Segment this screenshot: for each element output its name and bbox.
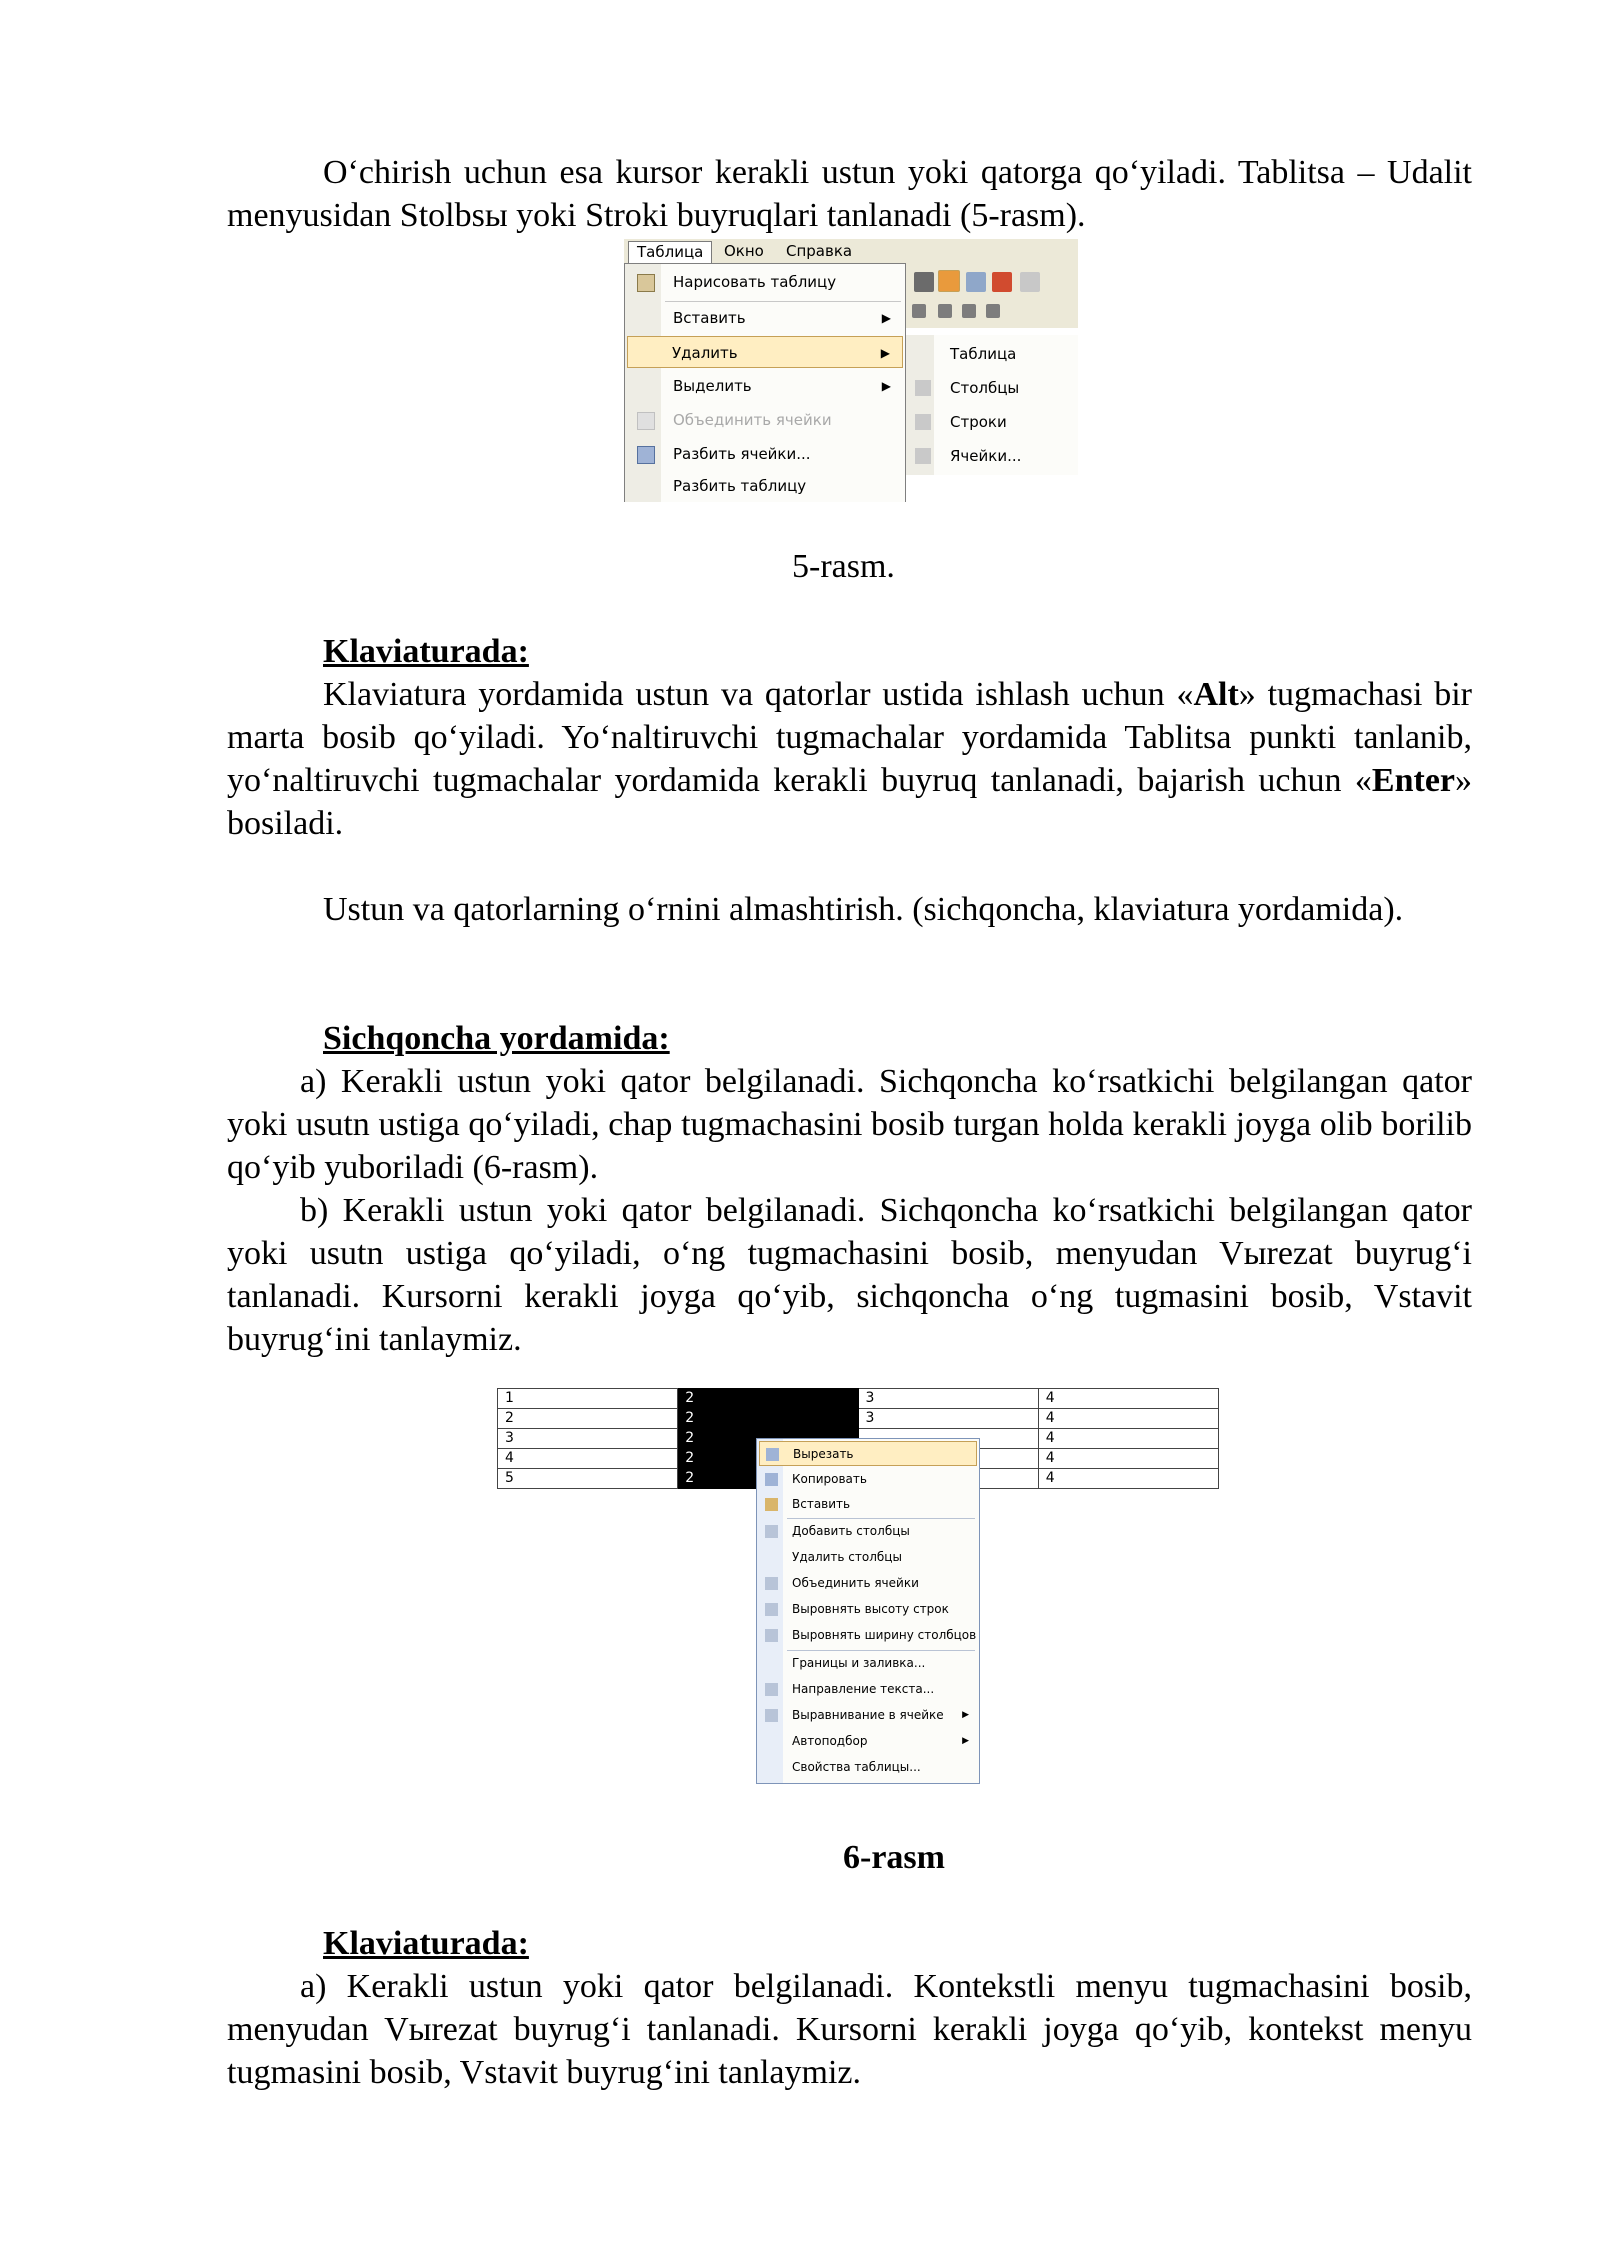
merge-cells-icon	[765, 1577, 778, 1590]
context-item-insert-columns[interactable]	[759, 1519, 977, 1544]
delete-columns-icon	[915, 380, 931, 396]
context-item-merge-cells[interactable]	[759, 1571, 977, 1596]
context-item-label: Автоподбор	[792, 1734, 868, 1748]
split-cells-icon	[637, 446, 655, 464]
menu-item-label: Разбить таблицу	[673, 477, 807, 495]
context-item-label: Объединить ячейки	[792, 1576, 919, 1590]
menubar-help[interactable]: Справка	[786, 242, 853, 260]
menu-item-merge-cells[interactable]	[627, 404, 903, 436]
context-menu	[756, 1438, 980, 1784]
table-row	[498, 1409, 1219, 1429]
insert-excel-icon[interactable]	[966, 272, 986, 292]
paragraph-delete-intro: O‘chirish uchun esa kursor kerakli ustun yoki qatorga qo‘yiladi. Tablitsa – Udalit menyusidan Stolbsы yoki Stroki buyruqlari tanlanadi (5-rasm).	[227, 154, 1472, 234]
columns-icon[interactable]	[1020, 272, 1040, 292]
menu-item-delete[interactable]	[627, 336, 903, 368]
cell-align-icon	[765, 1709, 778, 1722]
context-item-label: Добавить столбцы	[792, 1524, 910, 1538]
table-cell[interactable]: 4	[1038, 1429, 1218, 1449]
table-grid-icon[interactable]	[914, 272, 934, 292]
context-item-label: Свойства таблицы...	[792, 1760, 921, 1774]
menu-item-label: Разбить ячейки...	[673, 445, 811, 463]
context-item-cut[interactable]	[759, 1441, 977, 1466]
submenu-item-cells[interactable]	[906, 439, 1076, 473]
indent-icon[interactable]	[986, 304, 1000, 318]
figure-6-table-context-menu	[497, 1388, 1219, 1784]
copy-icon	[765, 1473, 778, 1486]
context-item-label: Вырезать	[793, 1447, 854, 1461]
menu-item-split-table[interactable]	[627, 470, 903, 502]
alt-key-text: Alt	[1193, 676, 1239, 713]
table-cell[interactable]: 1	[498, 1389, 678, 1409]
text-direction-icon	[765, 1683, 778, 1696]
submenu-item-label: Столбцы	[950, 379, 1020, 397]
chart-icon[interactable]	[992, 272, 1012, 292]
menu-item-insert[interactable]	[627, 302, 903, 334]
context-item-label: Выровнять ширину столбцов	[792, 1628, 977, 1642]
paragraph-mouse-b: b) Kerakli ustun yoki qator belgilanadi. Sichqoncha ko‘rsatkichi belgilangan qator yoki usutn ustiga qo‘yiladi, o‘ng tugmachasini bosib, menyudan Vыrezat buyrug‘i tanlanadi. Kursorni kerakli joyga qo‘yib, sichqoncha o‘ng tugmasini bosib, Vstavit buyrug‘ini tanlaymiz.	[227, 1192, 1472, 1358]
table-cell[interactable]: 4	[1038, 1389, 1218, 1409]
submenu-item-label: Ячейки...	[950, 447, 1022, 465]
context-item-copy[interactable]	[759, 1467, 977, 1492]
submenu-item-table[interactable]	[906, 337, 1076, 371]
context-item-label: Границы и заливка...	[792, 1656, 926, 1670]
context-item-distribute-rows[interactable]	[759, 1597, 977, 1622]
table-cell-selected[interactable]: 2	[678, 1389, 858, 1409]
pencil-icon	[637, 274, 655, 292]
submenu-arrow-icon: ▶	[962, 1710, 969, 1720]
submenu-item-label: Таблица	[950, 345, 1017, 363]
menu-bar	[624, 239, 1078, 264]
context-item-text-direction[interactable]	[759, 1677, 977, 1702]
figure-5-caption: 5-rasm.	[792, 548, 895, 585]
menu-item-select[interactable]	[627, 370, 903, 402]
heading-keyboard-1: Klaviaturada:	[323, 633, 529, 670]
align-icon[interactable]	[912, 304, 926, 318]
toolbar	[904, 264, 1078, 328]
distribute-rows-icon	[765, 1603, 778, 1616]
scissors-icon	[766, 1448, 779, 1461]
menu-item-label: Удалить	[672, 344, 738, 362]
context-item-cell-alignment[interactable]	[759, 1703, 977, 1728]
paragraph-keyboard-a: a) Kerakli ustun yoki qator belgilanadi. Kontekstli menyu tugmachasini bosib, menyudan Vыrezat buyrug‘i tanlanadi. Kursorni kerakli joyga qo‘yib, kontekst menyu tugmasini bosib, Vstavit buyrug‘ini tanlaymiz.	[227, 1968, 1472, 2091]
delete-rows-icon	[915, 414, 931, 430]
paragraph-swap-columns: Ustun va qatorlarning o‘rnini almashtirish. (sichqoncha, klaviatura yordamida).	[323, 891, 1404, 928]
context-item-table-properties[interactable]	[759, 1755, 977, 1780]
submenu-arrow-icon: ▶	[881, 379, 891, 393]
menu-item-draw-table[interactable]	[627, 266, 903, 298]
submenu-item-columns[interactable]	[906, 371, 1076, 405]
text-span: » tugmachasi bir marta bosib qo‘yiladi. Yo‘naltiruvchi tugmachalar yordamida Tablitsa punkti tanlanib, yo‘naltiruvchi tugmachalar yordamida kerakli buyruq tanlanadi, bajarish uchun «	[227, 676, 1472, 799]
text-span: » bosiladi.	[227, 762, 1472, 842]
tables-borders-icon[interactable]	[938, 270, 960, 292]
menu-item-label: Объединить ячейки	[673, 411, 832, 429]
submenu-arrow-icon: ▶	[880, 346, 890, 360]
text-span: Klaviatura yordamida ustun va qatorlar ustida ishlash uchun «	[323, 676, 1194, 713]
table-cell[interactable]: 3	[498, 1429, 678, 1449]
heading-keyboard-2: Klaviaturada:	[323, 1925, 529, 1962]
table-cell[interactable]: 3	[858, 1409, 1038, 1429]
context-item-label: Удалить столбцы	[792, 1550, 902, 1564]
heading-mouse: Sichqoncha yordamida:	[323, 1020, 670, 1057]
context-item-autofit[interactable]	[759, 1729, 977, 1754]
table-cell-selected[interactable]: 2	[678, 1429, 858, 1449]
paste-icon	[765, 1498, 778, 1511]
context-item-label: Вставить	[792, 1497, 851, 1511]
menu-item-label: Нарисовать таблицу	[673, 273, 837, 291]
table-row	[498, 1389, 1219, 1409]
table-cell-selected[interactable]: 2	[678, 1449, 858, 1469]
submenu-item-label: Строки	[950, 413, 1007, 431]
paragraph-keyboard-alt	[227, 673, 1472, 845]
enter-key-text: Enter	[1371, 762, 1455, 799]
delete-submenu	[905, 335, 1078, 475]
table-menu	[624, 263, 906, 502]
distribute-columns-icon	[765, 1629, 778, 1642]
submenu-item-rows[interactable]	[906, 405, 1076, 439]
table-cell[interactable]: 5	[498, 1469, 678, 1489]
bullets-icon[interactable]	[962, 304, 976, 318]
table-cell-selected[interactable]: 2	[678, 1409, 858, 1429]
menu-item-label: Выделить	[673, 377, 752, 395]
figure-6-caption: 6-rasm	[843, 1839, 945, 1876]
menu-item-split-cells[interactable]	[627, 438, 903, 470]
paragraph-mouse-a: a) Kerakli ustun yoki qator belgilanadi. Sichqoncha ko‘rsatkichi belgilangan qator yoki usutn ustiga qo‘yiladi, chap tugmachasini bosib turgan holda kerakli joyga olib borilib qo‘yib yuboriladi (6-rasm).	[227, 1063, 1472, 1186]
numbering-icon[interactable]	[938, 304, 952, 318]
context-item-delete-columns[interactable]	[759, 1545, 977, 1570]
delete-cells-icon	[915, 448, 931, 464]
context-item-label: Выровнять высоту строк	[792, 1602, 949, 1616]
table-cell[interactable]: 3	[858, 1389, 1038, 1409]
context-item-label: Копировать	[792, 1472, 867, 1486]
table-cell-selected[interactable]: 2	[678, 1469, 858, 1489]
merge-cells-icon	[637, 412, 655, 430]
insert-columns-icon	[765, 1525, 778, 1538]
submenu-arrow-icon: ▶	[881, 311, 891, 325]
menubar-window[interactable]: Окно	[724, 242, 764, 260]
menubar-table[interactable]: Таблица	[628, 241, 712, 263]
table-cell[interactable]: 4	[1038, 1449, 1218, 1469]
context-item-paste[interactable]	[759, 1492, 977, 1517]
menu-item-label: Вставить	[673, 309, 746, 327]
table-cell[interactable]: 2	[498, 1409, 678, 1429]
context-item-borders[interactable]	[759, 1651, 977, 1676]
submenu-arrow-icon: ▶	[962, 1736, 969, 1746]
context-item-label: Выравнивание в ячейке	[792, 1708, 944, 1722]
figure-5-table-menu	[624, 239, 1078, 502]
table-cell[interactable]: 4	[498, 1449, 678, 1469]
table-cell[interactable]: 4	[1038, 1409, 1218, 1429]
table-cell[interactable]: 4	[1038, 1469, 1218, 1489]
context-item-distribute-columns[interactable]	[759, 1623, 977, 1648]
context-item-label: Направление текста...	[792, 1682, 935, 1696]
